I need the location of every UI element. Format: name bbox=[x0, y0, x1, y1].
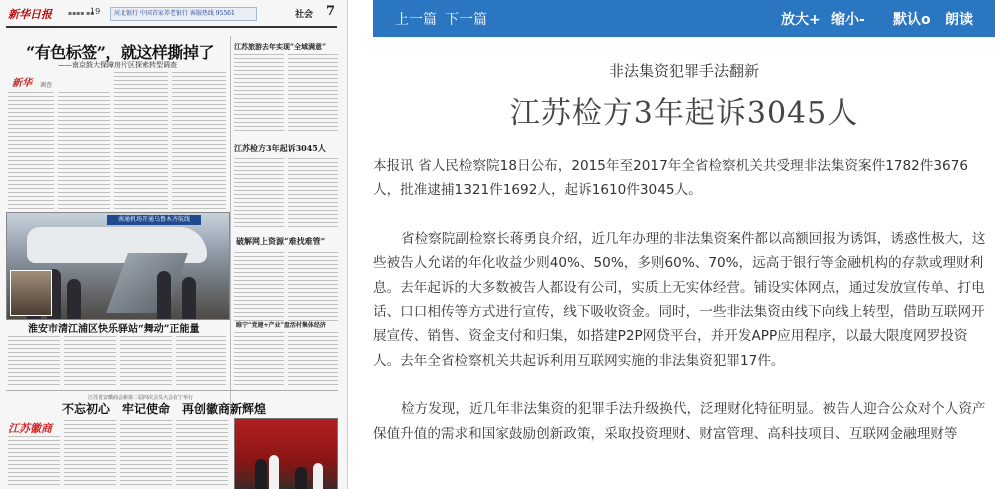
thumb-headline-right-4[interactable]: 睢宁“党建+产业”盘活村集体经济 bbox=[236, 322, 326, 329]
article-text-block[interactable] bbox=[64, 336, 116, 386]
masthead-logo: 新华日报 bbox=[8, 8, 52, 21]
column-badge-sub: 调查 bbox=[40, 82, 53, 89]
article-text-block[interactable] bbox=[234, 332, 284, 388]
column-badge: 新华 bbox=[12, 78, 32, 89]
reader-toolbar bbox=[373, 0, 995, 37]
header-ad: 河北银行 中国首家养老银行 客服热线 95561 bbox=[110, 7, 257, 21]
zoom-in-button[interactable]: 放大+ bbox=[781, 12, 821, 28]
news-photo-stage[interactable] bbox=[234, 418, 338, 489]
thumb-headline-right-2[interactable]: 江苏检方3年起诉3045人 bbox=[234, 143, 326, 153]
thumb-headline-right-1[interactable]: 江苏旅游去年实现“全域满意” bbox=[234, 42, 327, 51]
page-number: 7 bbox=[325, 4, 335, 19]
article-text-block[interactable] bbox=[8, 436, 60, 488]
article-text-block[interactable] bbox=[58, 92, 110, 210]
person-figure bbox=[157, 271, 171, 319]
article-paragraph: 检方发现，近几年非法集资的犯罪手法升级换代，泛理财化特征明显。被告人迎合公众对个人资产保值升值的需求和国家鼓励创新政策，采取投资理财、财富管理、高科技项目、互联网金融理财等 bbox=[373, 401, 986, 442]
article-text-block[interactable] bbox=[8, 336, 60, 386]
article-paragraph: 本报讯 省人民检察院18日公布，2015年至2017年全省检察机关共受理非法集资案件1782件3676人，批准逮捕1321件1692人，起诉1610件3045人。 bbox=[373, 158, 968, 199]
prev-article-link[interactable]: 上一篇 bbox=[395, 12, 437, 28]
issue-date: ▪▪▪▪ ▪▪ bbox=[68, 10, 95, 17]
column-badge-2: 江苏徽商 bbox=[8, 422, 52, 435]
photo-caption: 南通机场开通乌鲁木齐航线 bbox=[107, 215, 201, 225]
section-divider bbox=[6, 390, 338, 391]
newspaper-page-thumbnail[interactable] bbox=[0, 0, 348, 489]
column-divider bbox=[230, 36, 231, 416]
article-text-block[interactable] bbox=[64, 420, 116, 488]
article-text-block[interactable] bbox=[172, 72, 226, 210]
thumb-headline-main-sub: ——南京鼓大保障房片区探索转型调查 bbox=[58, 61, 177, 69]
thumb-headline-right-3[interactable]: 破解网上资源“难找难管” bbox=[236, 236, 326, 246]
article-text-block[interactable] bbox=[120, 336, 172, 386]
thumb-headline-2[interactable]: 淮安市清江浦区快乐驿站“舞动”正能量 bbox=[28, 324, 200, 335]
issue-number: 19 bbox=[90, 7, 101, 16]
person-figure bbox=[269, 455, 279, 489]
article-text-block[interactable] bbox=[234, 54, 284, 132]
thumb-headline-3[interactable]: 不忘初心 牢记使命 再创徽商新辉煌 bbox=[62, 402, 267, 416]
article-text-block[interactable] bbox=[234, 158, 284, 228]
newspaper-header bbox=[6, 4, 337, 28]
read-aloud-button[interactable]: 朗读 bbox=[945, 12, 973, 28]
person-figure bbox=[313, 463, 323, 489]
section-name: 社会 bbox=[294, 10, 313, 20]
article-text-block[interactable] bbox=[176, 336, 226, 386]
article-text-block[interactable] bbox=[288, 54, 338, 132]
article-text-block[interactable] bbox=[288, 158, 338, 228]
article-reader bbox=[373, 0, 995, 489]
default-size-button[interactable]: 默认o bbox=[893, 12, 931, 28]
next-article-link[interactable]: 下一篇 bbox=[445, 12, 487, 28]
news-photo-inset bbox=[10, 270, 52, 316]
article-text-block[interactable] bbox=[234, 252, 284, 322]
article-text-block[interactable] bbox=[288, 332, 338, 388]
thumb-headline-main[interactable]: “有色标签”，就这样撕掉了 bbox=[26, 43, 214, 62]
person-figure bbox=[295, 467, 307, 489]
zoom-out-button[interactable]: 缩小- bbox=[831, 12, 865, 28]
article-body bbox=[373, 154, 991, 446]
person-figure bbox=[255, 459, 267, 489]
article-text-block[interactable] bbox=[288, 252, 338, 322]
person-figure bbox=[67, 279, 81, 319]
article-paragraph: 省检察院副检察长蒋勇良介绍，近几年办理的非法集资案件都以高额回报为诱饵，诱惑性极大，这些被告人允诺的年化收益少则40%、50%，多则60%、70%，远高于银行等金融机构的存款或理财利息。去年起诉的大多数被告人都设有公司，实质上无实体经营。铺设实体网点，通过发放宣传单、打电话、口口相传等方式进行宣传，线下吸收资金。同时，一些非法集资由线下向线上转型，借助互联网开展宣传、销售、资金支付和归集，如搭建P2P网贷平台，并开发APP应用程序，以最大限度网罗投资人。去年全省检察机关共起诉利用互联网实施的非法集资犯罪17件。 bbox=[373, 230, 986, 369]
thumb-headline-3-sub: 江苏省安徽商会新第二届四次会员大会在宁举行 bbox=[88, 395, 194, 401]
article-title: 江苏检方3年起诉3045人 bbox=[509, 96, 859, 131]
article-text-block[interactable] bbox=[114, 72, 168, 210]
article-text-block[interactable] bbox=[8, 92, 54, 210]
article-text-block[interactable] bbox=[120, 420, 172, 488]
person-figure bbox=[182, 277, 196, 319]
article-text-block[interactable] bbox=[176, 420, 228, 488]
article-kicker: 非法集资犯罪手法翻新 bbox=[608, 62, 759, 80]
